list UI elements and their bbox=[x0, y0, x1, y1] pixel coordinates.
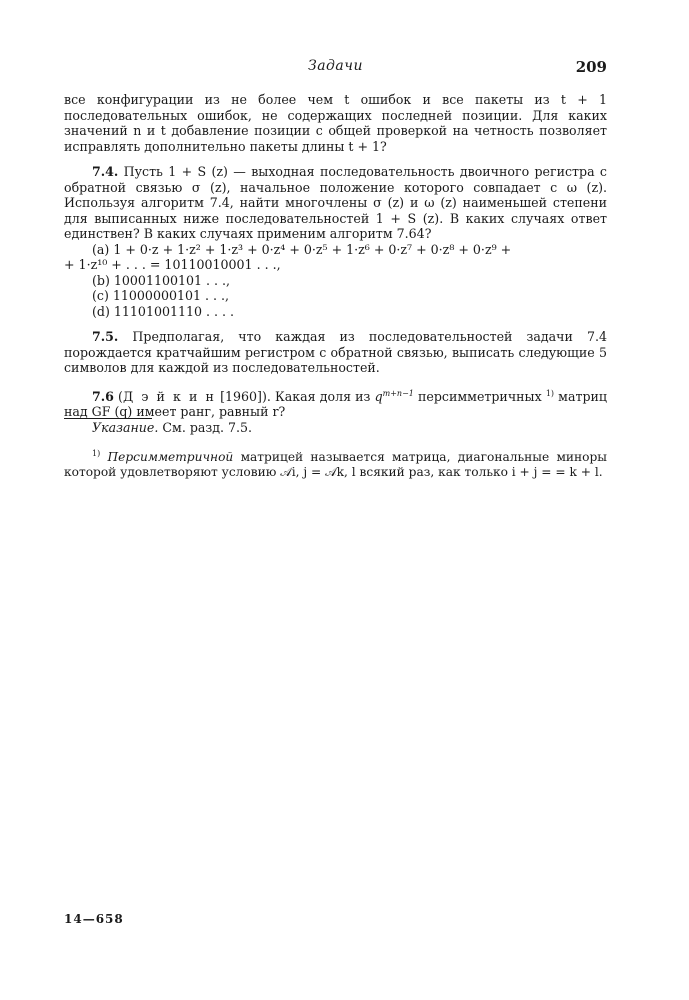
footnote-marker: 1) bbox=[92, 449, 101, 459]
sequence-c: (c) 11000000101 . . ., bbox=[92, 288, 230, 303]
main-text bbox=[64, 92, 607, 435]
sequence-d: (d) 11101001110 . . . . bbox=[92, 303, 235, 319]
problem-7-6-text-3: матриц над GF (q) имеет ранг, равный r? bbox=[64, 388, 607, 420]
problem-7-6-number: 7.6 bbox=[92, 388, 114, 404]
running-title: Задачи bbox=[307, 58, 363, 74]
problem-7-4-text: Пусть 1 + S (z) — выходная последовательность двоичного регистра с обратной связью σ (z), начальное положение которого совпадает с ω (z). Используя алгоритм 7.4, найти многочлены σ (z) и ω (z) наименьшей степени для выписанных ниже последовательностей 1 + S (z). В каких случаях ответ единствен? В каких случаях применим алгоритм 7.64? bbox=[64, 164, 607, 241]
problem-7-4 bbox=[64, 164, 607, 242]
page-number: 209 bbox=[575, 58, 607, 76]
problem-7-6-q: q bbox=[374, 388, 383, 404]
intro-paragraph: все конфигурации из не более чем t ошибок и все пакеты из t + 1 последовательных ошибок, не содержащих последней позиции. Для каких значений n и t добавление позиции с общей проверкой на четность позволяет исправлять дополнительно пакеты длины t + 1? bbox=[64, 92, 607, 154]
sequence-list bbox=[64, 242, 607, 320]
page-header bbox=[64, 58, 607, 78]
problem-7-4-number: 7.4. bbox=[92, 164, 119, 179]
footnote-divider bbox=[64, 418, 152, 419]
sequence-a-line2: + 1·z¹⁰ + . . . = 10110010001 . . ., bbox=[64, 257, 281, 272]
hint-text: См. разд. 7.5. bbox=[162, 419, 253, 435]
sequence-a-line1: (a) 1 + 0·z + 1·z² + 1·z³ + 0·z⁴ + 0·z⁵ + 1·z⁶ + 0·z⁷ + 0·z⁸ + 0·z⁹ + bbox=[92, 241, 512, 257]
footnote-reference: 1) bbox=[545, 388, 555, 398]
footnote bbox=[64, 446, 607, 480]
hint-7-6 bbox=[64, 420, 607, 436]
sequence-b: (b) 10001100101 . . ., bbox=[92, 272, 231, 288]
problem-7-5-text: Предполагая, что каждая из последовательностей задачи 7.4 порождается кратчайшим регистром с обратной связью, выписать следующие 5 символов для каждой из последовательностей. bbox=[64, 329, 607, 375]
hint-label: Указание. bbox=[92, 419, 159, 435]
footnote-text: матрицей называется матрица, диагональные миноры которой удовлетворяют условию 𝒜i, j = 𝒜k, l всякий раз, как только i + j = = k + l. bbox=[64, 450, 608, 480]
printer-signature: 14—658 bbox=[64, 912, 124, 926]
problem-7-6-text-2: персимметричных bbox=[418, 388, 542, 404]
problem-7-6-author: Д э й к и н bbox=[122, 388, 216, 404]
problem-7-6-exponent: m+n−1 bbox=[382, 388, 414, 398]
problem-7-6-year: [1960]). bbox=[220, 388, 271, 404]
problem-7-6-text-1: Какая доля из bbox=[275, 388, 371, 404]
footnote-term: Персимметричной bbox=[107, 450, 234, 465]
problem-7-5-number: 7.5. bbox=[92, 329, 119, 344]
problem-7-5 bbox=[64, 329, 607, 376]
problem-7-6: 7.6 (Д э й к и н [1960]). Какая доля из $q^{m+n-1}$ персимметричных $^{1)}$ матриц над GF (q) имеет ранг, равный r? bbox=[64, 388, 607, 420]
